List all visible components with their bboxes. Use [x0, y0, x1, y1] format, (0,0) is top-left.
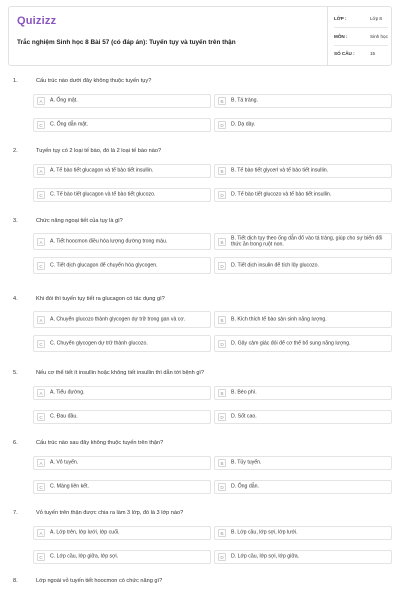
question-number: 4. — [13, 296, 18, 302]
question-text: Tuyến tụy có 2 loại tế bào, đó là 2 loại tế bào nào? — [36, 148, 162, 154]
quizizz-logo: Quizizz — [17, 15, 57, 27]
option-letter-badge: A — [37, 459, 45, 467]
option-text: C. Lớp cầu, lớp giữa, lớp sợi. — [50, 553, 119, 560]
question-number: 3. — [13, 218, 18, 224]
option-letter-badge: A — [37, 529, 45, 537]
answer-option-a[interactable] — [33, 94, 211, 108]
option-text: C. Đau đầu. — [50, 413, 78, 420]
option-text: C. Tế bào tiết glucagon và tế bào tiết glucozo. — [50, 191, 156, 198]
meta-count-label: SỐ CÂU : — [334, 51, 355, 56]
option-text: D. Gây cảm giác đói để cơ thể bổ sung năng lượng. — [231, 340, 351, 347]
option-letter-badge: D — [218, 340, 226, 348]
option-letter-badge: D — [218, 191, 226, 199]
meta-count — [334, 51, 394, 61]
option-text: B. Tế bào tiết glycerl và tế bào tiết insullin. — [231, 167, 329, 174]
meta-divider — [334, 27, 388, 28]
answer-option-d[interactable] — [214, 335, 392, 352]
question-text: Cấu trúc nào dưới đây không thuộc tuyến tụy? — [36, 78, 152, 84]
question-text: Khi đói thì tuyến tụy tiết ra glucagon có tác dụng gì? — [36, 296, 165, 302]
option-letter-badge: C — [37, 191, 45, 199]
meta-class-value: Lớp 8 — [370, 16, 382, 21]
option-text: D. Sốt cao. — [231, 413, 257, 420]
answer-option-b[interactable] — [214, 526, 392, 540]
option-text: B. Béo phì. — [231, 389, 257, 396]
answer-option-d[interactable] — [214, 188, 392, 202]
option-letter-badge: C — [37, 413, 45, 421]
option-letter-badge: D — [218, 262, 226, 270]
answer-option-a[interactable] — [33, 164, 211, 178]
answer-option-a[interactable] — [33, 311, 211, 328]
answer-option-a[interactable] — [33, 526, 211, 540]
option-letter-badge: C — [37, 553, 45, 561]
answer-option-d[interactable] — [214, 118, 392, 132]
option-letter-badge: B — [218, 459, 226, 467]
question-number: 7. — [13, 510, 18, 516]
question-text: Chức năng ngoại tiết của tụy là gì? — [36, 218, 123, 224]
option-letter-badge: B — [218, 238, 226, 246]
option-text: B. Tủy tuyến. — [231, 459, 262, 466]
option-letter-badge: A — [37, 97, 45, 105]
option-letter-badge: B — [218, 529, 226, 537]
question-text: Nếu cơ thể tiết ít insullin hoặc không tiết insullin thì dẫn tới bệnh gì? — [36, 370, 205, 376]
option-text: C. Chuyển glycogen dự trữ thành glucozo. — [50, 340, 148, 347]
option-text: A. Lớp trên, lớp lưới, lớp cuối. — [50, 529, 120, 536]
option-text: B. Lớp cầu, lớp sợi, lớp lưới. — [231, 529, 298, 536]
answer-option-b[interactable] — [214, 233, 392, 250]
page-title: Trắc nghiệm Sinh học 8 Bài 57 (có đáp án): Tuyến tụy và tuyến trên thận — [17, 39, 236, 46]
option-letter-badge: A — [37, 389, 45, 397]
option-letter-badge: A — [37, 167, 45, 175]
answer-option-d[interactable] — [214, 257, 392, 274]
option-text: D. Tiết dịch insulin để tích lũy glucozo. — [231, 262, 319, 269]
meta-subject-label: MÔN : — [334, 34, 348, 39]
worksheet-header — [8, 6, 392, 66]
meta-class-label: LỚP : — [334, 16, 347, 21]
meta-panel — [327, 7, 394, 65]
option-letter-badge: B — [218, 389, 226, 397]
option-letter-badge: B — [218, 97, 226, 105]
meta-subject-value: Sinh học — [370, 34, 388, 39]
option-letter-badge: C — [37, 483, 45, 491]
meta-subject — [334, 34, 394, 44]
option-text: C. Ống dẫn mật. — [50, 121, 89, 128]
option-text: A. Vỏ tuyến. — [50, 459, 79, 466]
answer-option-b[interactable] — [214, 386, 392, 400]
option-letter-badge: B — [218, 167, 226, 175]
option-letter-badge: B — [218, 316, 226, 324]
option-text: B. Tiết dịch tụy theo ống dẫn đổ vào tá tràng, giúp cho sự biến đổi thức ăn trong ruột non. — [231, 234, 383, 248]
answer-option-a[interactable] — [33, 386, 211, 400]
answer-option-d[interactable] — [214, 480, 392, 494]
option-text: B. Tá tràng. — [231, 97, 259, 104]
answer-option-c[interactable] — [33, 550, 211, 564]
question-number: 1. — [13, 78, 18, 84]
option-text: D. Lớp cầu, lớp sợi, lớp giữa. — [231, 553, 300, 560]
option-text: D. Tế bào tiết glucozo và tế bào tiết insullin. — [231, 191, 332, 198]
meta-divider — [334, 45, 388, 46]
answer-option-a[interactable] — [33, 233, 211, 250]
option-letter-badge: A — [37, 316, 45, 324]
question-number: 5. — [13, 370, 18, 376]
question-text: Vỏ tuyến trên thận được chia ra làm 3 lớp, đó là 3 lớp nào? — [36, 510, 184, 516]
answer-option-d[interactable] — [214, 410, 392, 424]
option-text: B. Kích thích tế bào sản sinh năng lượng. — [231, 316, 327, 323]
question-number: 2. — [13, 148, 18, 154]
option-text: C. Tiết dịch glucagon để chuyển hóa glycogen. — [50, 262, 158, 269]
option-text: A. Ống mật. — [50, 97, 78, 104]
answer-option-a[interactable] — [33, 456, 211, 470]
answer-option-d[interactable] — [214, 550, 392, 564]
option-letter-badge: C — [37, 262, 45, 270]
option-text: A. Tiết hoocmon điều hòa lượng đường trong máu. — [50, 238, 168, 245]
answer-option-b[interactable] — [214, 94, 392, 108]
answer-option-c[interactable] — [33, 188, 211, 202]
answer-option-c[interactable] — [33, 480, 211, 494]
option-letter-badge: C — [37, 121, 45, 129]
question-number: 6. — [13, 440, 18, 446]
question-text: Lớp ngoài vỏ tuyến tiết hoocmon có chức năng gì? — [36, 578, 163, 584]
question-number: 8. — [13, 578, 18, 584]
answer-option-c[interactable] — [33, 118, 211, 132]
option-letter-badge: D — [218, 553, 226, 561]
option-text: C. Màng liên kết. — [50, 483, 89, 490]
answer-option-c[interactable] — [33, 335, 211, 352]
option-text: D. Dạ dày. — [231, 121, 256, 128]
option-letter-badge: D — [218, 413, 226, 421]
option-letter-badge: C — [37, 340, 45, 348]
answer-option-b[interactable] — [214, 311, 392, 328]
option-text: A. Tiểu đường. — [50, 389, 85, 396]
answer-option-c[interactable] — [33, 257, 211, 274]
option-text: D. Ống dẫn. — [231, 483, 259, 490]
meta-class — [334, 16, 394, 26]
option-letter-badge: A — [37, 238, 45, 246]
option-text: A. Chuyển glucozo thành glycogen dự trữ trong gan và cơ. — [50, 316, 186, 323]
meta-count-value: 15 — [370, 51, 376, 56]
option-text: A. Tế bào tiết glucagon và tế bào tiết insullin. — [50, 167, 154, 174]
answer-option-b[interactable] — [214, 164, 392, 178]
answer-option-c[interactable] — [33, 410, 211, 424]
option-letter-badge: D — [218, 121, 226, 129]
question-text: Cấu trúc nào sau đây không thuộc tuyến trên thận? — [36, 440, 164, 446]
answer-option-b[interactable] — [214, 456, 392, 470]
option-letter-badge: D — [218, 483, 226, 491]
